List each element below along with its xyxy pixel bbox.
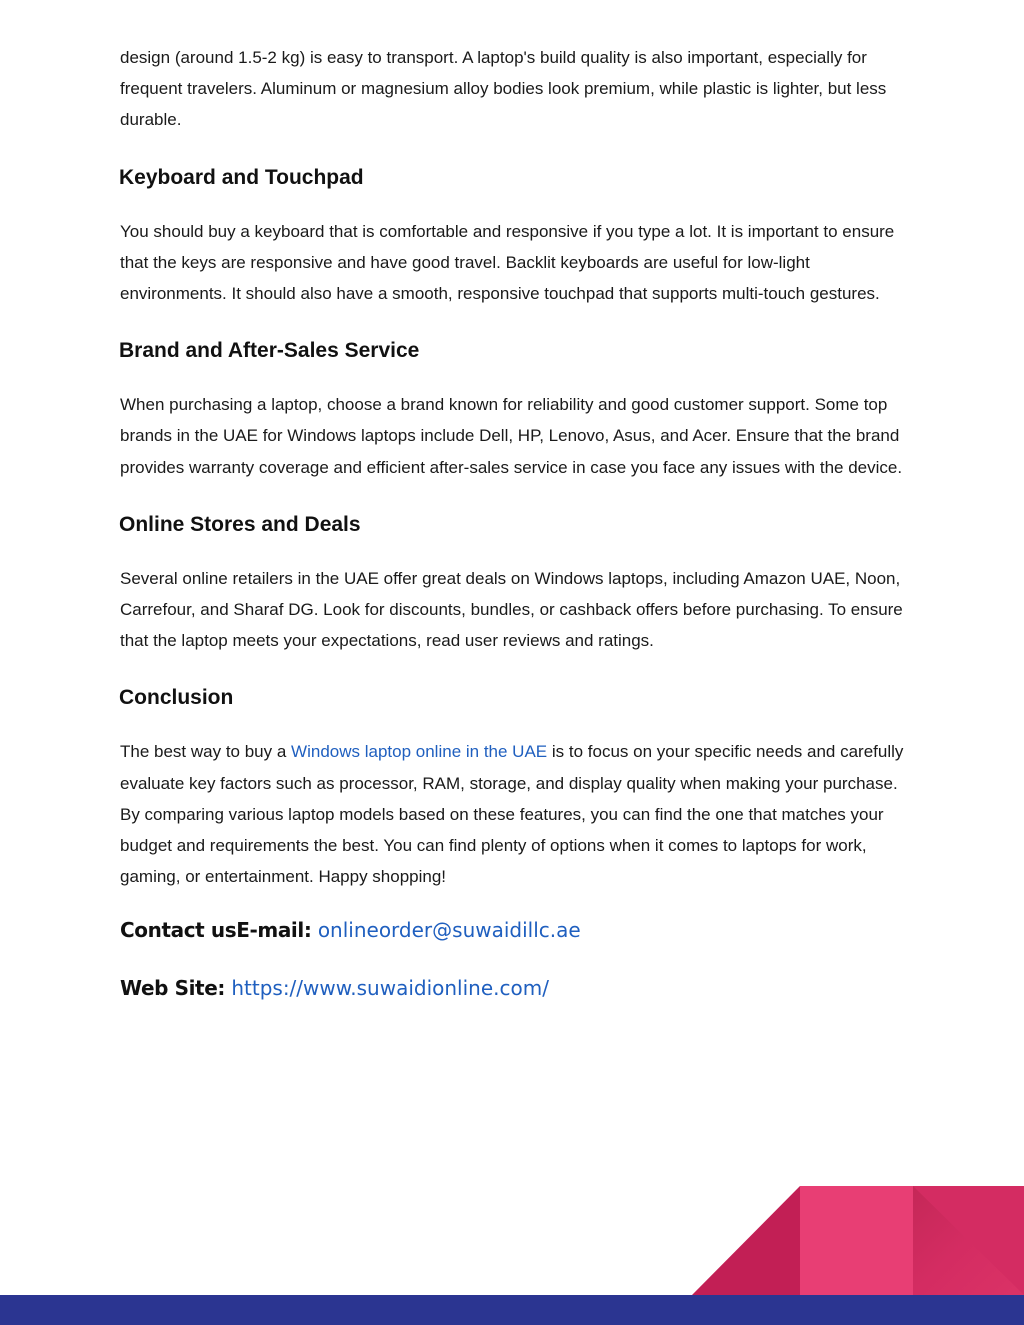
paragraph-online-stores: Several online retailers in the UAE offer great deals on Windows laptops, including Amazon UAE, Noon, Carrefour, and Sharaf DG. Look for discounts, bundles, or cashback offers before purchasing. To ensure that the laptop meets your expectations, read user reviews and ratings. <box>120 568 903 651</box>
contact-website-line <box>120 974 910 1002</box>
website-link[interactable]: https://www.suwaidionline.com/ <box>231 976 549 1001</box>
decor-block-middle <box>800 1186 913 1295</box>
email-link[interactable]: onlineorder@suwaidillc.ae <box>317 918 581 943</box>
contact-email-line <box>120 916 910 944</box>
heading-online-stores: Online Stores and Deals <box>119 512 361 536</box>
document-body <box>120 42 910 1002</box>
decor-block-right <box>913 1186 1024 1295</box>
website-label: Web Site: <box>120 976 225 1001</box>
paragraph-brand-service: When purchasing a laptop, choose a brand known for reliability and good customer support. Some top brands in the UAE for Windows laptops include Dell, HP, Lenovo, Asus, and Acer. Ensure that the brand provides warranty coverage and efficient after-sales service in case you face any issues with the device. <box>120 395 903 477</box>
heading-keyboard-touchpad: Keyboard and Touchpad <box>119 165 364 189</box>
decor-triangle-left <box>692 1186 800 1295</box>
decor-fold-right <box>913 1186 1024 1295</box>
conclusion-text-before-link: The best way to buy a <box>120 742 292 762</box>
contact-email-label: Contact usE-mail: <box>120 918 312 943</box>
windows-laptop-link[interactable]: Windows laptop online in the UAE <box>291 742 548 762</box>
heading-conclusion: Conclusion <box>119 686 234 710</box>
footer-bar <box>0 1295 1024 1325</box>
intro-paragraph: design (around 1.5-2 kg) is easy to transport. A laptop's build quality is also important, especially for frequent travelers. Aluminum or magnesium alloy bodies look premium, while plastic is lighter, but less durable. <box>120 48 887 130</box>
paragraph-conclusion <box>120 736 910 892</box>
paragraph-keyboard-touchpad: You should buy a keyboard that is comfortable and responsive if you type a lot. It is important to ensure that the keys are responsive and have good travel. Backlit keyboards are useful for low-light environments. It should also have a smooth, responsive touchpad that supports multi-touch gestures. <box>120 221 895 304</box>
conclusion-text-after-link: is to focus on your specific needs and carefully evaluate key factors such as processor, RAM, storage, and display quality when making your purchase. By comparing various laptop models based on these features, you can find the one that matches your budget and requirements the best. You can find plenty of options when it comes to laptops for work, gaming, or entertainment. Happy shopping! <box>120 742 904 887</box>
heading-brand-service: Brand and After-Sales Service <box>119 339 420 363</box>
